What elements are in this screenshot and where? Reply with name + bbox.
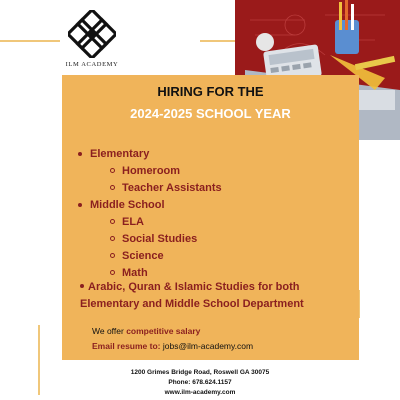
job-posting-panel [62,75,359,360]
circle-bullet-icon [110,185,115,190]
list-item: Social Studies [122,233,197,245]
decorative-line-top-right [200,40,236,42]
bullet-icon [78,152,82,156]
logo-knot-icon [68,10,116,58]
heading-school-year: 2024-2025 SCHOOL YEAR [130,106,291,121]
circle-bullet-icon [110,270,115,275]
list-item: Middle School [90,199,165,211]
list-item: Science [122,250,164,262]
academy-logo [65,10,119,74]
arabic-quran-position: Arabic, Quran & Islamic Studies for both Elementary and Middle School Department [80,281,304,310]
footer-address: 1200 Grimes Bridge Road, Roswell GA 30075 [130,369,270,376]
email-address[interactable]: jobs@ilm-academy.com [160,341,254,351]
email-instruction: Email resume to: jobs@ilm-academy.com [92,341,254,351]
bullet-icon [80,284,84,288]
footer-website[interactable]: www.ilm-academy.com [164,389,236,396]
circle-bullet-icon [110,168,115,173]
logo-text: ILM ACADEMY [65,61,119,68]
list-item: Math [122,267,148,279]
list-item: ELA [122,216,144,228]
salary-offer: We offer competitive salary [92,326,201,336]
circle-bullet-icon [110,253,115,258]
list-item: Homeroom [122,165,180,177]
bullet-icon [78,203,82,207]
decorative-line-top-left [0,40,60,42]
list-item: Teacher Assistants [122,182,222,194]
heading-hiring: HIRING FOR THE [157,84,264,99]
circle-bullet-icon [110,236,115,241]
footer-phone: Phone: 678.624.1157 [168,379,232,386]
list-item: Elementary [90,148,149,160]
circle-bullet-icon [110,219,115,224]
